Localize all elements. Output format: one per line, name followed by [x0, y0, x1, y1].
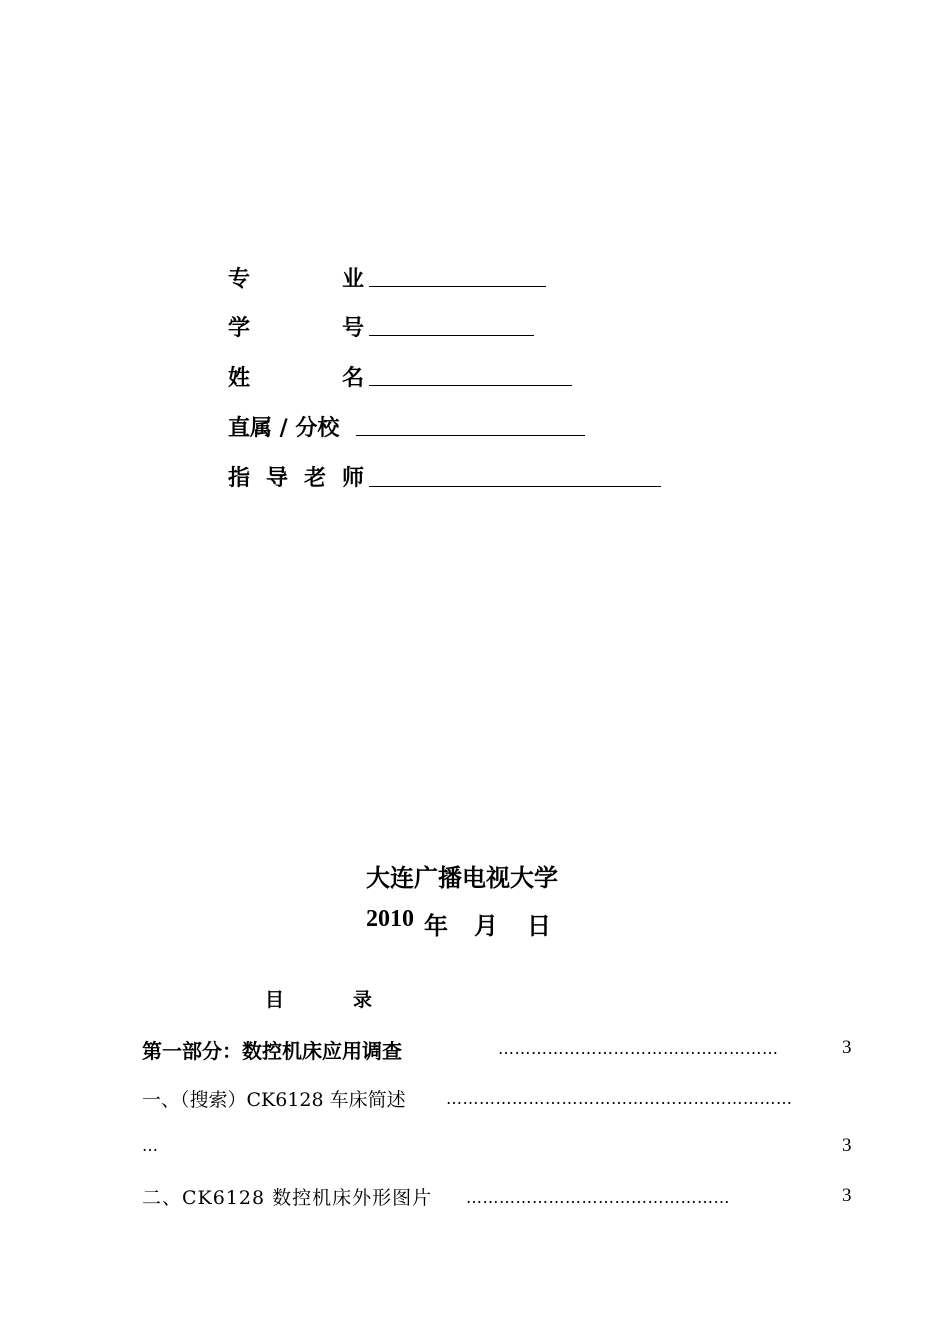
field-major-underline [369, 286, 546, 287]
toc-page-number: 3 [842, 1185, 852, 1206]
field-student-id-underline [369, 335, 534, 336]
toc-leader-dots: …………………………………………… [498, 1039, 779, 1058]
field-major-char1: 专 [228, 266, 251, 292]
toc-leader-dots-wrap: … [142, 1136, 159, 1155]
toc-entry-text: 二、CK6128 数控机床外形图片 [142, 1187, 433, 1209]
toc-page-number: 3 [842, 1135, 852, 1156]
field-name-char1: 姓 [228, 365, 251, 391]
school-name: 大连广播电视大学 [366, 863, 558, 892]
field-advisor-char4: 师 [342, 465, 365, 491]
field-advisor-char1: 指 [228, 465, 251, 491]
toc-page-number: 3 [842, 1037, 852, 1058]
toc-entry-text: 一、（搜索）CK6128 车床简述 [142, 1089, 406, 1111]
toc-leader-dots: ……………………………………………………… [446, 1089, 793, 1108]
toc-title-char1: 目 [265, 989, 285, 1011]
date-year-unit: 年 [424, 911, 448, 940]
field-major-char2: 业 [342, 266, 365, 292]
field-name-char2: 名 [342, 365, 365, 391]
date-month-unit: 月 [474, 911, 498, 940]
field-student-id-char1: 学 [228, 315, 251, 341]
field-advisor-char2: 导 [266, 465, 289, 491]
field-advisor-underline [369, 486, 661, 487]
field-branch-label: 直属 / 分校 [228, 415, 340, 441]
toc-entry-text: 第一部分：数控机床应用调查 [142, 1039, 402, 1063]
field-branch-underline [356, 435, 585, 436]
toc-title-char2: 录 [353, 989, 373, 1011]
field-name-underline [369, 385, 572, 386]
field-student-id-char2: 号 [342, 315, 365, 341]
field-advisor-char3: 老 [304, 465, 327, 491]
date-day-unit: 日 [527, 911, 551, 940]
toc-leader-dots: ………………………………………… [466, 1188, 730, 1207]
date-year: 2010 [366, 906, 414, 932]
